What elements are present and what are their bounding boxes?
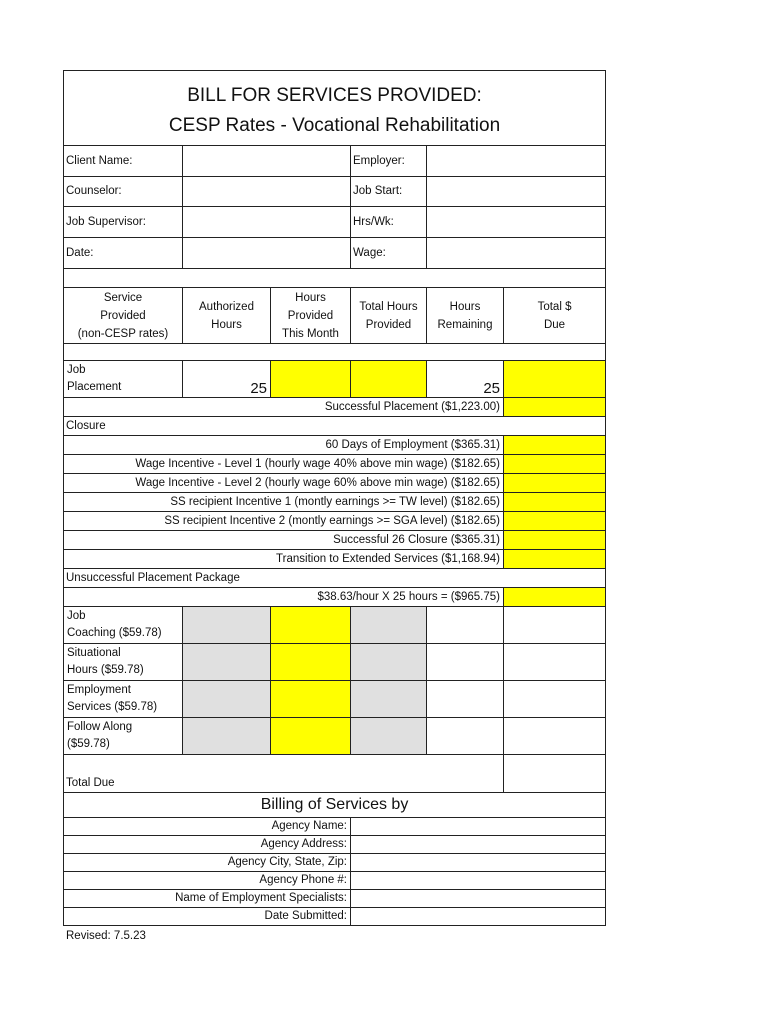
header-text: Hours: [449, 300, 481, 313]
closure-item: Transition to Extended Services ($1,168.94): [64, 550, 504, 569]
closure-item: Successful 26 Closure ($365.31): [64, 531, 504, 550]
agency-address-label: Agency Address:: [64, 836, 351, 854]
agency-city-field[interactable]: [351, 854, 606, 872]
closure-item-due[interactable]: [504, 436, 606, 455]
header-hours-this-month: [271, 288, 351, 344]
closure-item: Wage Incentive - Level 2 (hourly wage 60% above min wage) ($182.65): [64, 474, 504, 493]
hourly-total-due[interactable]: [504, 718, 606, 755]
job-supervisor-field[interactable]: [183, 207, 351, 238]
hourly-total-hours: [351, 644, 427, 681]
label-text: Situational: [67, 647, 121, 659]
closure-item-due[interactable]: [504, 493, 606, 512]
label-text: Placement: [67, 381, 122, 393]
successful-placement-due[interactable]: [504, 398, 606, 417]
header-service: [64, 288, 183, 344]
closure-item-due[interactable]: [504, 550, 606, 569]
client-name-field[interactable]: [183, 146, 351, 177]
closure-item: SS recipient Incentive 2 (montly earnings >= SGA level) ($182.65): [64, 512, 504, 531]
hourly-remaining[interactable]: [427, 718, 504, 755]
hourly-total-due[interactable]: [504, 607, 606, 644]
label-text: Hours ($59.78): [67, 664, 144, 676]
label-text: Job: [67, 610, 86, 622]
closure-item-due[interactable]: [504, 474, 606, 493]
closure-item-due[interactable]: [504, 512, 606, 531]
header-text: Hours: [295, 291, 326, 304]
job-start-field[interactable]: [427, 177, 606, 207]
header-total-hours: [351, 288, 427, 344]
agency-phone-label: Agency Phone #:: [64, 872, 351, 890]
label-text: Employment: [67, 684, 131, 696]
unsuccessful-rate: $38.63/hour X 25 hours = ($965.75): [64, 588, 504, 607]
label-text: Services ($59.78): [67, 701, 158, 713]
agency-name-field[interactable]: [351, 818, 606, 836]
hourly-authorized: [183, 644, 271, 681]
closure-item: Wage Incentive - Level 1 (hourly wage 40% above min wage) ($182.65): [64, 455, 504, 474]
bill-form: [63, 70, 605, 926]
header-text: Provided: [100, 309, 146, 322]
hourly-total-due[interactable]: [504, 644, 606, 681]
employer-field[interactable]: [427, 146, 606, 177]
title-line1: BILL FOR SERVICES PROVIDED:: [187, 85, 482, 106]
header-text: Remaining: [437, 318, 493, 331]
header-text: Total Hours: [359, 300, 418, 313]
agency-name-label: Agency Name:: [64, 818, 351, 836]
header-authorized: [183, 288, 271, 344]
label-text: Follow Along: [67, 721, 133, 733]
job-placement-remaining[interactable]: 25: [427, 361, 504, 398]
hourly-remaining[interactable]: [427, 644, 504, 681]
revised-note: Revised: 7.5.23: [66, 930, 146, 942]
counselor-field[interactable]: [183, 177, 351, 207]
closure-item-due[interactable]: [504, 455, 606, 474]
header-text: Service: [103, 291, 143, 304]
hourly-hours-month[interactable]: [271, 644, 351, 681]
employer-label: Employer:: [351, 146, 427, 177]
label-text: Coaching ($59.78): [67, 627, 162, 639]
bill-table: [63, 70, 606, 926]
header-text: Due: [543, 318, 566, 331]
header-text: Provided: [365, 318, 412, 331]
job-placement-hours-month[interactable]: [271, 361, 351, 398]
title-line2: CESP Rates - Vocational Rehabilitation: [168, 115, 501, 136]
successful-placement-label: Successful Placement ($1,223.00): [64, 398, 504, 417]
specialists-field[interactable]: [351, 890, 606, 908]
counselor-label: Counselor:: [64, 177, 183, 207]
client-name-label: Client Name:: [64, 146, 183, 177]
date-submitted-label: Date Submitted:: [64, 908, 351, 926]
hourly-total-due[interactable]: [504, 681, 606, 718]
hourly-authorized: [183, 681, 271, 718]
closure-item: 60 Days of Employment ($365.31): [64, 436, 504, 455]
header-text: (non-CESP rates): [77, 327, 169, 340]
hourly-total-hours: [351, 718, 427, 755]
hourly-hours-month[interactable]: [271, 607, 351, 644]
unsuccessful-label: Unsuccessful Placement Package: [64, 569, 606, 588]
hourly-service-label: [64, 644, 183, 681]
label-text: Job: [67, 364, 86, 376]
job-placement-total-hours[interactable]: [351, 361, 427, 398]
label-text: ($59.78): [67, 738, 110, 750]
form-title: [64, 71, 606, 146]
unsuccessful-due[interactable]: [504, 588, 606, 607]
wage-field[interactable]: [427, 238, 606, 269]
closure-item-due[interactable]: [504, 531, 606, 550]
hourly-authorized: [183, 718, 271, 755]
hourly-remaining[interactable]: [427, 607, 504, 644]
hourly-authorized: [183, 607, 271, 644]
specialists-label: Name of Employment Specialists:: [64, 890, 351, 908]
job-placement-total-due[interactable]: [504, 361, 606, 398]
header-total-due: [504, 288, 606, 344]
hrs-wk-label: Hrs/Wk:: [351, 207, 427, 238]
header-text: Authorized: [199, 300, 254, 313]
hourly-hours-month[interactable]: [271, 681, 351, 718]
date-field[interactable]: [183, 238, 351, 269]
date-label: Date:: [64, 238, 183, 269]
hourly-service-label: [64, 607, 183, 644]
header-text: Provided: [287, 309, 334, 322]
hourly-service-label: [64, 718, 183, 755]
date-submitted-field[interactable]: [351, 908, 606, 926]
agency-phone-field[interactable]: [351, 872, 606, 890]
total-due-value[interactable]: [504, 755, 606, 793]
total-due-label: Total Due: [64, 755, 504, 793]
hourly-remaining[interactable]: [427, 681, 504, 718]
hrs-wk-field[interactable]: [427, 207, 606, 238]
closure-label: Closure: [64, 417, 606, 436]
agency-address-field[interactable]: [351, 836, 606, 854]
hourly-total-hours: [351, 681, 427, 718]
header-text: This Month: [282, 327, 339, 340]
header-text: Total $: [537, 300, 572, 313]
header-text: Hours: [211, 318, 242, 331]
job-placement-label: [64, 361, 183, 398]
wage-label: Wage:: [351, 238, 427, 269]
job-supervisor-label: Job Supervisor:: [64, 207, 183, 238]
hourly-service-label: [64, 681, 183, 718]
hourly-hours-month[interactable]: [271, 718, 351, 755]
closure-item: SS recipient Incentive 1 (montly earnings >= TW level) ($182.65): [64, 493, 504, 512]
job-placement-authorized[interactable]: 25: [183, 361, 271, 398]
spacer-row: [64, 269, 606, 288]
hourly-total-hours: [351, 607, 427, 644]
agency-city-label: Agency City, State, Zip:: [64, 854, 351, 872]
spacer-row: [64, 344, 606, 361]
billing-title: Billing of Services by: [64, 793, 606, 818]
header-hours-remaining: [427, 288, 504, 344]
job-start-label: Job Start:: [351, 177, 427, 207]
